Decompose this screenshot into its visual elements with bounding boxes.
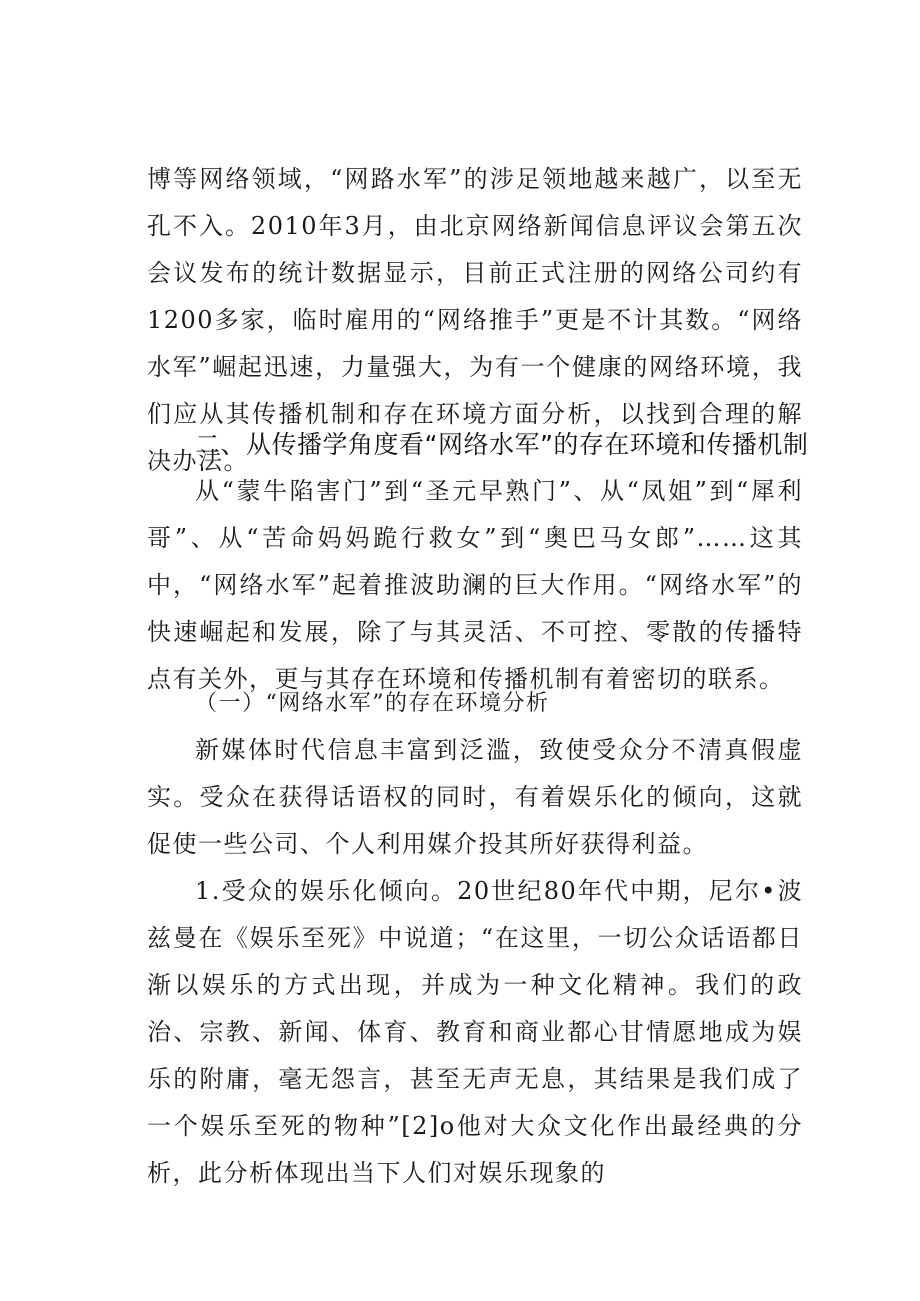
body-paragraph-entertainment: 1.受众的娱乐化倾向。20世纪80年代中期，尼尔•波兹曼在《娱乐至死》中说道；“在这里，一切公众话语都日渐以娱乐的方式出现，并成为一种文化精神。我们的政治、宗教、新闻、体育、教育和商业都心甘情愿地成为娱乐的附庸，毫无怨言，甚至无声无息，其结果是我们成了一个娱乐至死的物种”[2]o他对大众文化作出最经典的分析，此分析体现出当下人们对娱乐现象的: [147, 877, 803, 1187]
body-paragraph-new-media: 新媒体时代信息丰富到泛滥，致使受众分不清真假虚实。受众在获得话语权的同时，有着娱乐化的倾向，这就促使一些公司、个人利用媒介投其所好获得利益。: [147, 736, 803, 858]
body-paragraph-examples: 从“蒙牛陷害门”到“圣元早熟门”、从“凤姐”到“犀利哥”、从“苦命妈妈跪行救女”到“奥巴马女郎”……这其中，“网络水军”起着推波助澜的巨大作用。“网络水军”的快速崛起和发展，除了与其灵活、不可控、零散的传播特点有关外，更与其存在环境和传播机制有着密切的联系。: [147, 477, 803, 693]
body-paragraph-continued: 博等网络领域，“网路水军”的涉足领地越来越广，以至无孔不入。2010年3月，由北京网络新闻信息评议会第五次会议发布的统计数据显示，目前正式注册的网络公司约有1200多家，临时雇用的“网络推手”更是不计其数。“网络水军”崛起迅速，力量强大，为有一个健康的网络环境，我们应从其传播机制和存在环境方面分析，以找到合理的解决办法。: [147, 165, 803, 475]
section-heading-2: 二、从传播学角度看“网络水军”的存在环境和传播机制: [195, 430, 809, 459]
subsection-heading-1: （一）“网络水军”的存在环境分析: [195, 691, 550, 716]
